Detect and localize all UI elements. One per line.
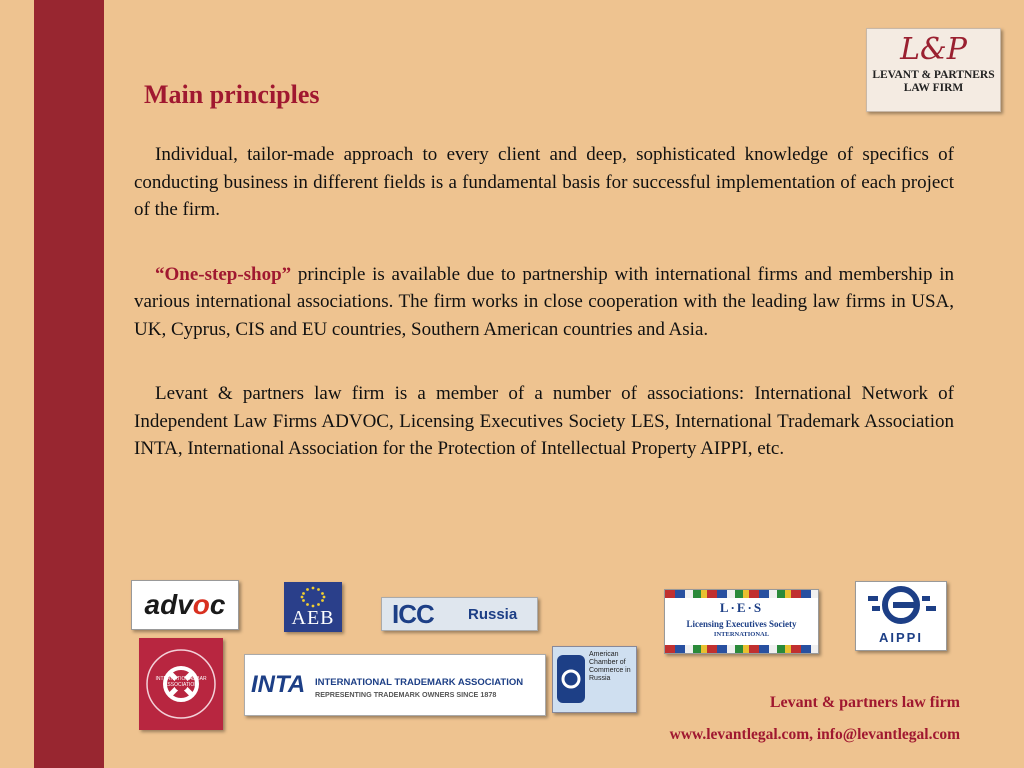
aippi-wordmark: AIPPI: [879, 630, 923, 645]
slide-body: [134, 141, 954, 463]
amcham-emblem-icon: [555, 651, 589, 707]
paragraph-approach-text: Individual, tailor-made approach to every client and deep, sophisticated knowledge of specifics of conducting business in different fields is a fundamental basis for successful implementation of each project of the firm.: [134, 144, 954, 220]
inta-wordmark: INTA: [251, 671, 306, 698]
advoc-logo: [131, 580, 239, 630]
icc-russia-logo: [381, 597, 538, 631]
inta-logo: [244, 654, 546, 716]
paragraph-one-step-shop-text: principle is available due to partnership with international firms and membership in various international associations. The firm works in close cooperation with the leading law firms in USA, UK, Cyprus, CIS and EU countries, Southern American countries and Asia.: [134, 263, 954, 340]
aeb-wordmark: AEB: [291, 607, 335, 629]
advoc-o: o: [192, 589, 210, 620]
amcham-name: American Chamber of Commerce in Russia: [589, 651, 631, 682]
footer-contacts: www.levantlegal.com, info@levantlegal.com: [669, 726, 960, 743]
slide-title: Main principles: [144, 80, 320, 109]
eu-stars-icon: [298, 586, 328, 608]
inta-name: INTERNATIONAL TRADEMARK ASSOCIATION: [315, 677, 524, 688]
advoc-wordmark: [145, 589, 226, 620]
paragraph-associations-text: Levant & partners law firm is a member of a number of associations: International Network of Independent Law Firms ADVOC, Licensing Executives Society LES, International Trademark Association INTA, International Association for the Protection of Intellectual Property AIPPI, etc.: [134, 383, 954, 459]
icc-wordmark: ICC: [392, 599, 434, 629]
paragraph-one-step-shop: [134, 261, 954, 344]
inta-tagline: REPRESENTING TRADEMARK OWNERS SINCE 1878: [315, 690, 497, 699]
les-international: INTERNATIONAL: [713, 631, 770, 638]
les-logo: [664, 589, 819, 654]
iba-name: INTERNATIONAL BAR ASSOCIATION: [155, 676, 207, 688]
flags-strip-top: [665, 590, 818, 598]
les-mark: L·E·S: [719, 600, 764, 615]
paragraph-associations: [134, 380, 954, 463]
one-step-shop-highlight: “One-step-shop”: [155, 263, 292, 285]
advoc-post: c: [209, 589, 226, 620]
left-decorative-stripe: [34, 0, 104, 768]
advoc-pre: adv: [144, 589, 193, 620]
aeb-logo: [284, 582, 342, 632]
footer-firm-name: Levant & partners law firm: [769, 694, 960, 711]
aippi-logo: [855, 581, 947, 651]
lp-monogram: L&P: [900, 32, 967, 67]
amcham-russia-logo: [552, 646, 637, 713]
icc-country: Russia: [468, 606, 518, 623]
paragraph-approach: [134, 141, 954, 224]
iba-logo: [139, 638, 223, 730]
les-name: Licensing Executives Society: [686, 619, 797, 629]
levant-partners-logo: [866, 28, 1001, 112]
lp-logo-name: LEVANT & PARTNERS: [872, 69, 995, 81]
flags-strip-bottom: [665, 645, 818, 653]
aippi-emblem-icon: [856, 582, 946, 628]
lp-logo-subtitle: LAW FIRM: [903, 82, 964, 94]
